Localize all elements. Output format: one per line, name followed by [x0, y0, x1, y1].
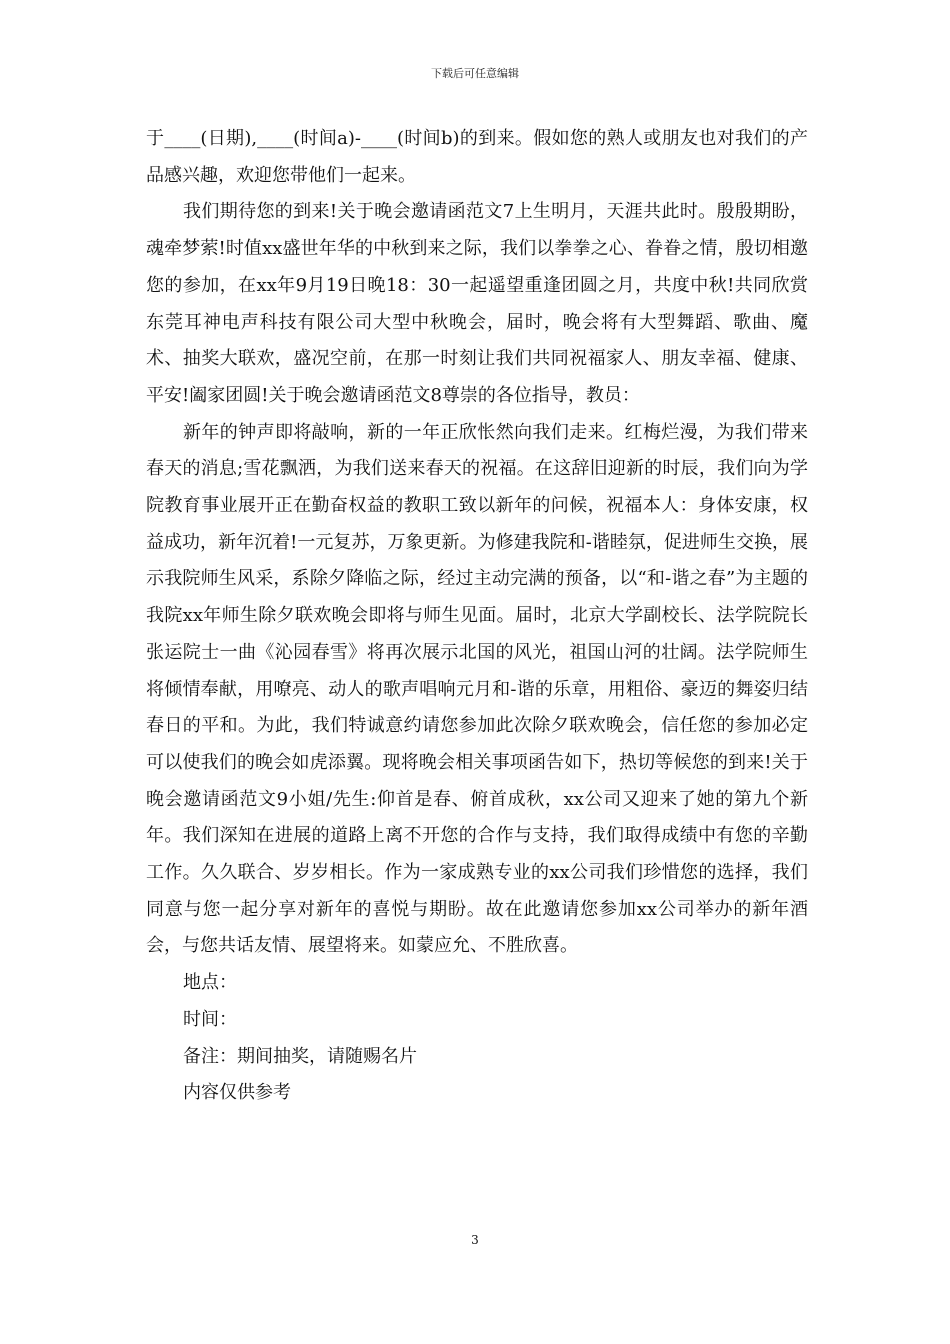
page-header-note: 下载后可任意编辑 — [431, 67, 519, 80]
paragraph-new-year-invitation: 新年的钟声即将敲响，新的一年正欣怅然向我们走来。红梅烂漫，为我们带来春天的消息;雪花飘洒，为我们送来春天的祝福。在这辞旧迎新的时辰，我们向为学院教育事业展开正在勤奋权益的教职工致以新年的问候，祝福本人：身体安康，权益成功，新年沉着!一元复苏，万象更新。为修建我院和-谐睦氛，促进师生交换，展示我院师生风采，系除夕降临之际，经过主动完满的预备，以“和-谐之春”为主题的我院xx年师生除夕联欢晚会即将与师生见面。届时，北京大学副校长、法学院院长张运院士一曲《沁园春雪》将再次展示北国的风光，祖国山河的壮阔。法学院师生将倾情奉献，用嘹亮、动人的歌声唱响元月和-谐的乐章，用粗俗、豪迈的舞姿归结春日的平和。为此，我们特诚意约请您参加此次除夕联欢晚会，信任您的参加必定可以使我们的晚会如虎添翼。现将晚会相关事项函告如下，热切等候您的到来!关于晚会邀请函范文9小姐/先生:仰首是春、俯首成秋，xx公司又迎来了她的第九个新年。我们深知在进展的道路上离不开您的合作与支持，我们取得成绩中有您的辛勤工作。久久联合、岁岁相长。作为一家成熟专业的xx公司我们珍惜您的选择，我们同意与您一起分享对新年的喜悦与期盼。故在此邀请您参加xx公司举办的新年酒会，与您共话友情、展望将来。如蒙应允、不胜欣喜。 — [146, 421, 808, 957]
time-line: 时间： — [183, 1008, 237, 1030]
page-number: 3 — [471, 1233, 479, 1247]
remarks-line: 备注：期间抽奖，请随赐名片 — [183, 1045, 417, 1067]
paragraph-date-time: 于____(日期),____(时间a)-____(时间b)的到来。假如您的熟人或朋友也对我们的产品感兴趣，欢迎您带他们一起来。 — [146, 128, 808, 186]
location-line: 地点： — [183, 972, 237, 994]
document-body — [146, 121, 808, 1112]
reference-note: 内容仅供参考 — [183, 1082, 291, 1104]
paragraph-mid-autumn-invitation: 我们期待您的到来!关于晚会邀请函范文7上生明月，天涯共此时。殷殷期盼，魂牵梦萦!时值xx盛世年华的中秋到来之际，我们以拳拳之心、眷眷之情，殷切相邀您的参加，在xx年9月19日晚18：30一起遥望重逢团圆之月，共度中秋!共同欣赏东莞耳神电声科技有限公司大型中秋晚会，届时，晚会将有大型舞蹈、歌曲、魔术、抽奖大联欢，盛况空前，在那一时刻让我们共同祝福家人、朋友幸福、健康、平安!阖家团圆!关于晚会邀请函范文8尊崇的各位指导，教员： — [146, 201, 808, 406]
